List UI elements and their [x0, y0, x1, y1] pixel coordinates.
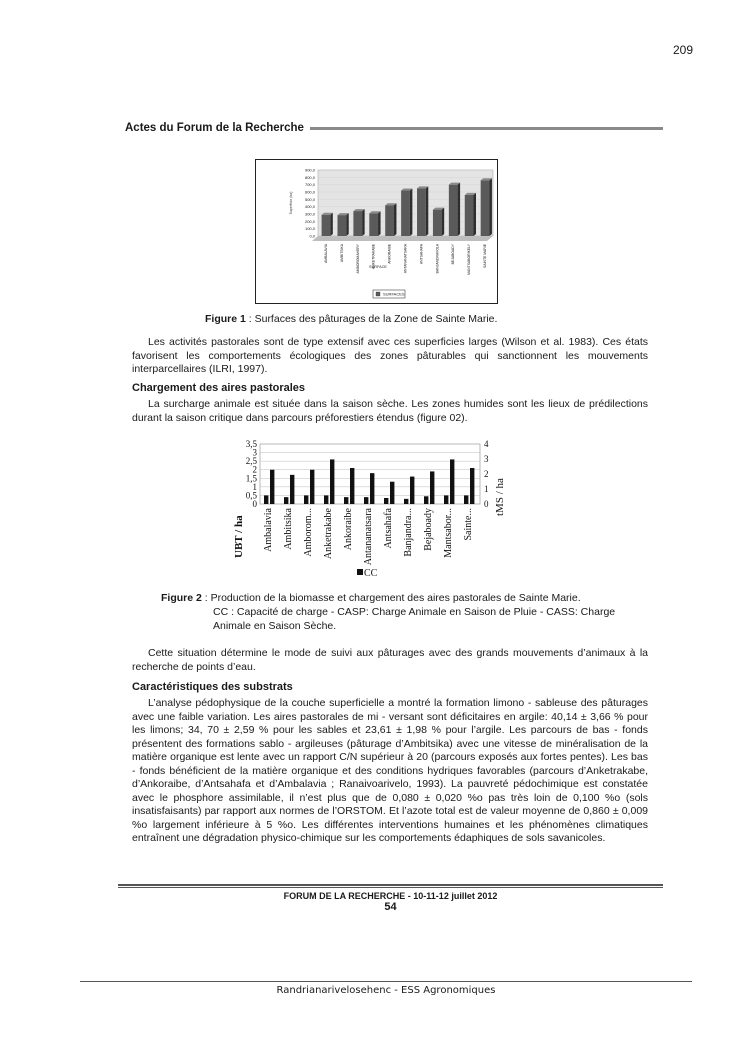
section-title-chargement: Chargement des aires pastorales: [132, 382, 306, 394]
bottom-rule: [80, 981, 692, 982]
fig1-bar: [481, 180, 490, 236]
fig1-x-tick-label: AMBALAVIA: [323, 244, 328, 263]
fig1-x-tick-label: AMBITSIKA: [339, 244, 344, 263]
fig1-x-tick-label: ANKORAIBE: [387, 244, 392, 264]
fig2-legend-swatch: [357, 569, 363, 575]
fig1-bar: [322, 215, 331, 236]
footer-text: FORUM DE LA RECHERCHE - 10-11-12 juillet 2012: [283, 891, 498, 901]
fig2-x-tick-label: Ankoraibe: [343, 508, 354, 551]
figure2-label: Figure 2: [161, 592, 202, 604]
fig1-y-tick-label: 600,0: [304, 189, 315, 195]
fig2-bar-cc: [324, 495, 328, 504]
fig2-bar-cc: [264, 495, 268, 504]
fig2-x-tick-label: Anketrakabe: [323, 508, 334, 560]
fig1-bar: [401, 191, 410, 236]
fig2-bar-b: [410, 477, 414, 504]
fig2-bar-b: [450, 459, 454, 504]
fig2-bar-b: [350, 468, 354, 504]
figure2-caption-text: : Production de la biomasse et chargement des aires pastorales de Sainte Marie.: [201, 592, 581, 604]
fig1-y-tick-label: 500,0: [304, 196, 315, 202]
fig1-bar: [353, 211, 362, 236]
fig1-x-axis-title: SURFACE: [369, 265, 387, 269]
running-header: [125, 122, 663, 134]
fig1-bar: [417, 188, 426, 236]
paragraph-3: Cette situation détermine le mode de suivi aux pâturages avec des grands mouvements d’animaux à la recherche de points d’eau.: [132, 647, 648, 673]
figure1-chart: [255, 159, 498, 304]
fig1-legend-label: SURFACES: [383, 291, 405, 297]
fig1-y-tick-label: 200,0: [304, 218, 315, 224]
fig2-x-tick-label: Antananatsara: [363, 508, 374, 566]
fig2-bar-b: [290, 475, 294, 504]
fig2-bar-cc: [304, 495, 308, 504]
fig2-y2-axis-title: tMS / ha: [494, 478, 506, 516]
fig1-bar-side: [474, 193, 477, 236]
fig2-bar-cc: [404, 499, 408, 504]
fig2-y2-tick-label: 1: [484, 484, 489, 494]
fig1-legend-swatch: [376, 292, 380, 296]
fig2-y-tick-label: 0,5: [245, 490, 257, 501]
fig1-bar-side: [426, 186, 429, 236]
fig2-y2-tick-label: 2: [484, 469, 489, 479]
paragraph-4: L’analyse pédophysique de la couche superficielle a montré la formation limono - sableuse des pâturages avec une faible variation. Les aires pastorales de mi - versant sont déficitaires en argile: 40,14 ± 3,66 % pour les limons; 34, 70 ± 2,59 % pour les sables et 23,61 ± 1,98 % pour l’argile. Les parcours de bas - fonds présentent des formations sablo - argileuses (pâturage d’Ambitsika) avec une vitesse de minéralisation de la matière organique est lente avec un rapport C/N supérieur à 20 (parcours exposés aux fortes pentes). Les bas - fonds bénéficient de la matière organique et des conditions hydriques favorables (parcours d’Anketrakabe, d’Ankoraibe, d’Antsahafa et d’Ambalavia ; Ranaivoarivelo, 1993). La pauvreté pédochimique est constatée avec le phosphore assimilable, il n’est plus que de 0,080 ± 0,020 %o pas très loin de 0,100 %o (sols insatisfaisants) par rapport aux normes de l’ORSTOM. Et l’azote total est de valeur moyenne de 0,860 ± 0,009 %o largement inférieure à 5 %o. Les différentes interventions humaines et les phénomènes climatiques entraînent une dégradation physico-chimique sur les comportements édaphiques de sols savanicoles.: [132, 697, 648, 844]
fig2-x-tick-label: Mantsabor...: [443, 508, 454, 558]
fig2-bar-b: [430, 471, 434, 504]
page-number: 209: [672, 43, 693, 57]
fig1-x-tick-label: SAINTE MARIE: [483, 244, 488, 268]
fig2-x-tick-label: Bejaboady: [423, 508, 434, 551]
fig1-x-tick-label: ANTSAHAFA: [419, 244, 424, 265]
fig1-y-tick-label: 800,0: [304, 174, 315, 180]
fig1-x-tick-label: ANTANANATSARA: [403, 244, 408, 274]
fig1-y-tick-label: 100,0: [304, 226, 315, 232]
fig2-y-tick-label: 2,5: [245, 456, 257, 467]
figure2-caption: [161, 592, 581, 605]
fig1-x-tick-label: MANTSABORIKELY: [467, 244, 472, 275]
footer-rule-bottom: [118, 887, 663, 888]
fig1-bar-side: [346, 213, 349, 236]
fig2-y2-tick-label: 4: [484, 440, 489, 449]
fig2-bar-cc: [344, 497, 348, 504]
fig2-y-tick-label: 3,5: [245, 440, 257, 449]
fig2-x-tick-label: Banjandra...: [403, 508, 414, 557]
fig1-y-tick-label: 700,0: [304, 182, 315, 188]
figure1-label: Figure 1: [205, 313, 246, 325]
fig2-y-tick-label: 3: [252, 447, 257, 458]
fig1-bar-side: [330, 213, 333, 236]
fig2-x-tick-label: Antsahafa: [383, 508, 394, 549]
fig2-y2-tick-label: 0: [484, 499, 489, 509]
fig2-legend-label: CC: [364, 568, 378, 579]
fig1-bar: [449, 185, 458, 236]
fig1-bar-side: [362, 209, 365, 236]
fig1-bar-side: [394, 203, 397, 236]
fig2-bar-b: [310, 470, 314, 504]
fig1-floor: [312, 236, 493, 241]
fig1-bar: [337, 215, 346, 236]
fig1-x-tick-label: ANKETRAKABE: [371, 244, 376, 270]
fig2-bar-cc: [464, 495, 468, 504]
paragraph-2: La surcharge animale est située dans la saison sèche. Les zones humides sont les lieux de prédilections durant la saison critique dans parcours préforestiers étendus (figure 02).: [132, 398, 648, 424]
fig1-x-tick-label: BANJANDRAVOLA: [435, 244, 440, 274]
header-title: Actes du Forum de la Recherche: [125, 122, 304, 134]
fig1-bar-side: [410, 189, 413, 236]
fig1-y-axis-title: Superficie (ha): [289, 191, 293, 215]
fig1-bar: [465, 195, 474, 236]
fig2-bar-cc: [424, 496, 428, 504]
fig1-bar: [385, 205, 394, 236]
fig2-bar-cc: [284, 497, 288, 504]
fig2-y-tick-label: 0: [252, 499, 257, 509]
fig1-bar: [369, 213, 378, 236]
fig2-bar-cc: [444, 495, 448, 504]
section-title-substrats: Caractéristiques des substrats: [132, 681, 293, 693]
fig1-bar-side: [442, 208, 445, 236]
fig2-y-tick-label: 2: [252, 464, 257, 475]
header-rule: [310, 127, 663, 130]
fig2-x-tick-label: Ambitsika: [283, 508, 294, 550]
fig1-bar-side: [378, 211, 381, 236]
fig2-bar-b: [390, 482, 394, 504]
fig2-y-tick-label: 1,5: [245, 473, 257, 484]
fig2-y-axis-title: UBT / ha: [233, 515, 245, 558]
figure1-caption-text: : Surfaces des pâturages de la Zone de Sainte Marie.: [245, 313, 498, 325]
fig2-bar-b: [270, 470, 274, 504]
fig2-bar-b: [370, 473, 374, 504]
fig1-y-tick-label: 300,0: [304, 211, 315, 217]
fig1-y-tick-label: 400,0: [304, 204, 315, 210]
figure1-svg: [256, 160, 499, 305]
fig2-bar-b: [330, 459, 334, 504]
figure2-chart: [230, 440, 510, 580]
paragraph-1: Les activités pastorales sont de type extensif avec ces superficies larges (Wilson et al. 1983). Ces états favorisent les comportements écologiques des zones pâturables qui sanctionnent les mouvements interparcellaires (ILRI, 1997).: [132, 336, 648, 375]
fig2-bar-cc: [384, 498, 388, 504]
fig1-x-tick-label: AMBOROMAHERY: [355, 244, 360, 274]
fig2-bar-cc: [364, 497, 368, 504]
figure1-caption: [205, 313, 497, 326]
fig2-x-tick-label: Ambalavia: [263, 508, 274, 552]
fig1-bar-side: [489, 178, 492, 236]
figure2-note: CC : Capacité de charge - CASP: Charge Animale en Saison de Pluie - CASS: Charge Animale en Saison Sèche.: [213, 606, 616, 632]
fig1-y-tick-label: 0,0: [309, 233, 315, 239]
fig2-x-tick-label: Amborom...: [303, 508, 314, 557]
fig1-x-tick-label: BEJABOADY: [451, 244, 456, 265]
fig1-y-tick-label: 900,0: [304, 167, 315, 173]
fig2-y-tick-label: 1: [252, 481, 257, 492]
fig1-bar-side: [458, 183, 461, 236]
fig1-bar: [433, 210, 442, 236]
footer-page-number: 54: [384, 901, 397, 913]
figure2-svg: [230, 440, 510, 580]
fig2-x-tick-label: Sainte...: [463, 508, 474, 541]
footer-rule-top: [118, 884, 663, 886]
fig2-bar-b: [470, 468, 474, 504]
fig2-y2-tick-label: 3: [484, 454, 489, 464]
author-line: Randrianarivelosehenc - ESS Agronomiques: [276, 985, 496, 996]
